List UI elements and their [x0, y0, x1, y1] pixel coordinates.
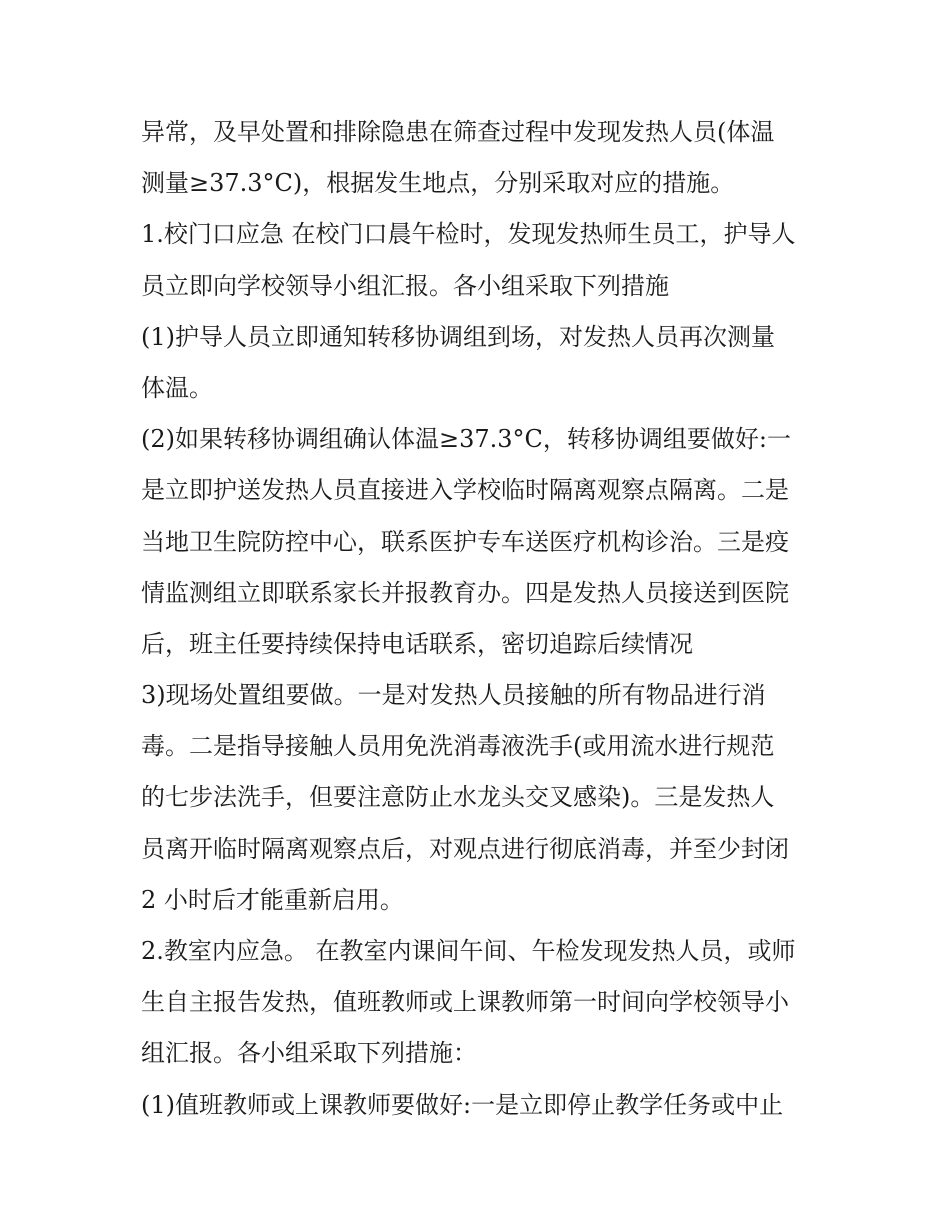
text-line: 的七步法洗手，但要注意防止水龙头交叉感染)。三是发热人 — [141, 783, 775, 812]
text-line: 情监测组立即联系家长并报教育办。四是发热人员接送到医院 — [141, 578, 789, 607]
text-line: 当地卫生院防控中心，联系医护专车送医疗机构诊治。三是疫 — [141, 527, 789, 556]
text-line: 是立即护送发热人员直接进入学校临时隔离观察点隔离。二是 — [141, 476, 789, 505]
text-line: 员立即向学校领导小组汇报。各小组采取下列措施 — [141, 271, 669, 300]
list-item-line: (1)护导人员立即通知转移协调组到场，对发热人员再次测量 — [141, 322, 775, 351]
text-line: 生自主报告发热，值班教师或上课教师第一时间向学校领导小 — [141, 988, 789, 1017]
list-item-line: (2)如果转移协调组确认体温≥37.3°C，转移协调组要做好:一 — [141, 425, 791, 454]
list-item-line: 3)现场处置组要做。一是对发热人员接触的所有物品进行消 — [141, 681, 766, 710]
text-line: 2 小时后才能重新启用。 — [141, 885, 404, 914]
text-line: 体温。 — [141, 373, 213, 402]
document-body — [141, 107, 813, 1131]
text-line: 毒。二是指导接触人员用免洗消毒液洗手(或用流水进行规范 — [141, 732, 775, 761]
text-line: 员离开临时隔离观察点后，对观点进行彻底消毒，并至少封闭 — [141, 834, 789, 863]
text-line: 组汇报。各小组采取下列措施： — [141, 1039, 477, 1068]
text-line: 异常，及早处置和排除隐患在筛查过程中发现发热人员(体温 — [141, 118, 775, 146]
list-item-line: (1)值班教师或上课教师要做好:一是立即停止教学任务或中止 — [141, 1090, 784, 1119]
section-heading-line: 1.校门口应急 在校门口晨午检时，发现发热师生员工，护导人 — [141, 220, 796, 249]
section-heading-line: 2.教室内应急。 在教室内课间午间、午检发现发热人员，或师 — [141, 937, 796, 965]
text-line: 后，班主任要持续保持电话联系，密切追踪后续情况 — [141, 629, 693, 658]
text-line: 测量≥37.3°C)，根据发生地点，分别采取对应的措施。 — [141, 169, 735, 198]
